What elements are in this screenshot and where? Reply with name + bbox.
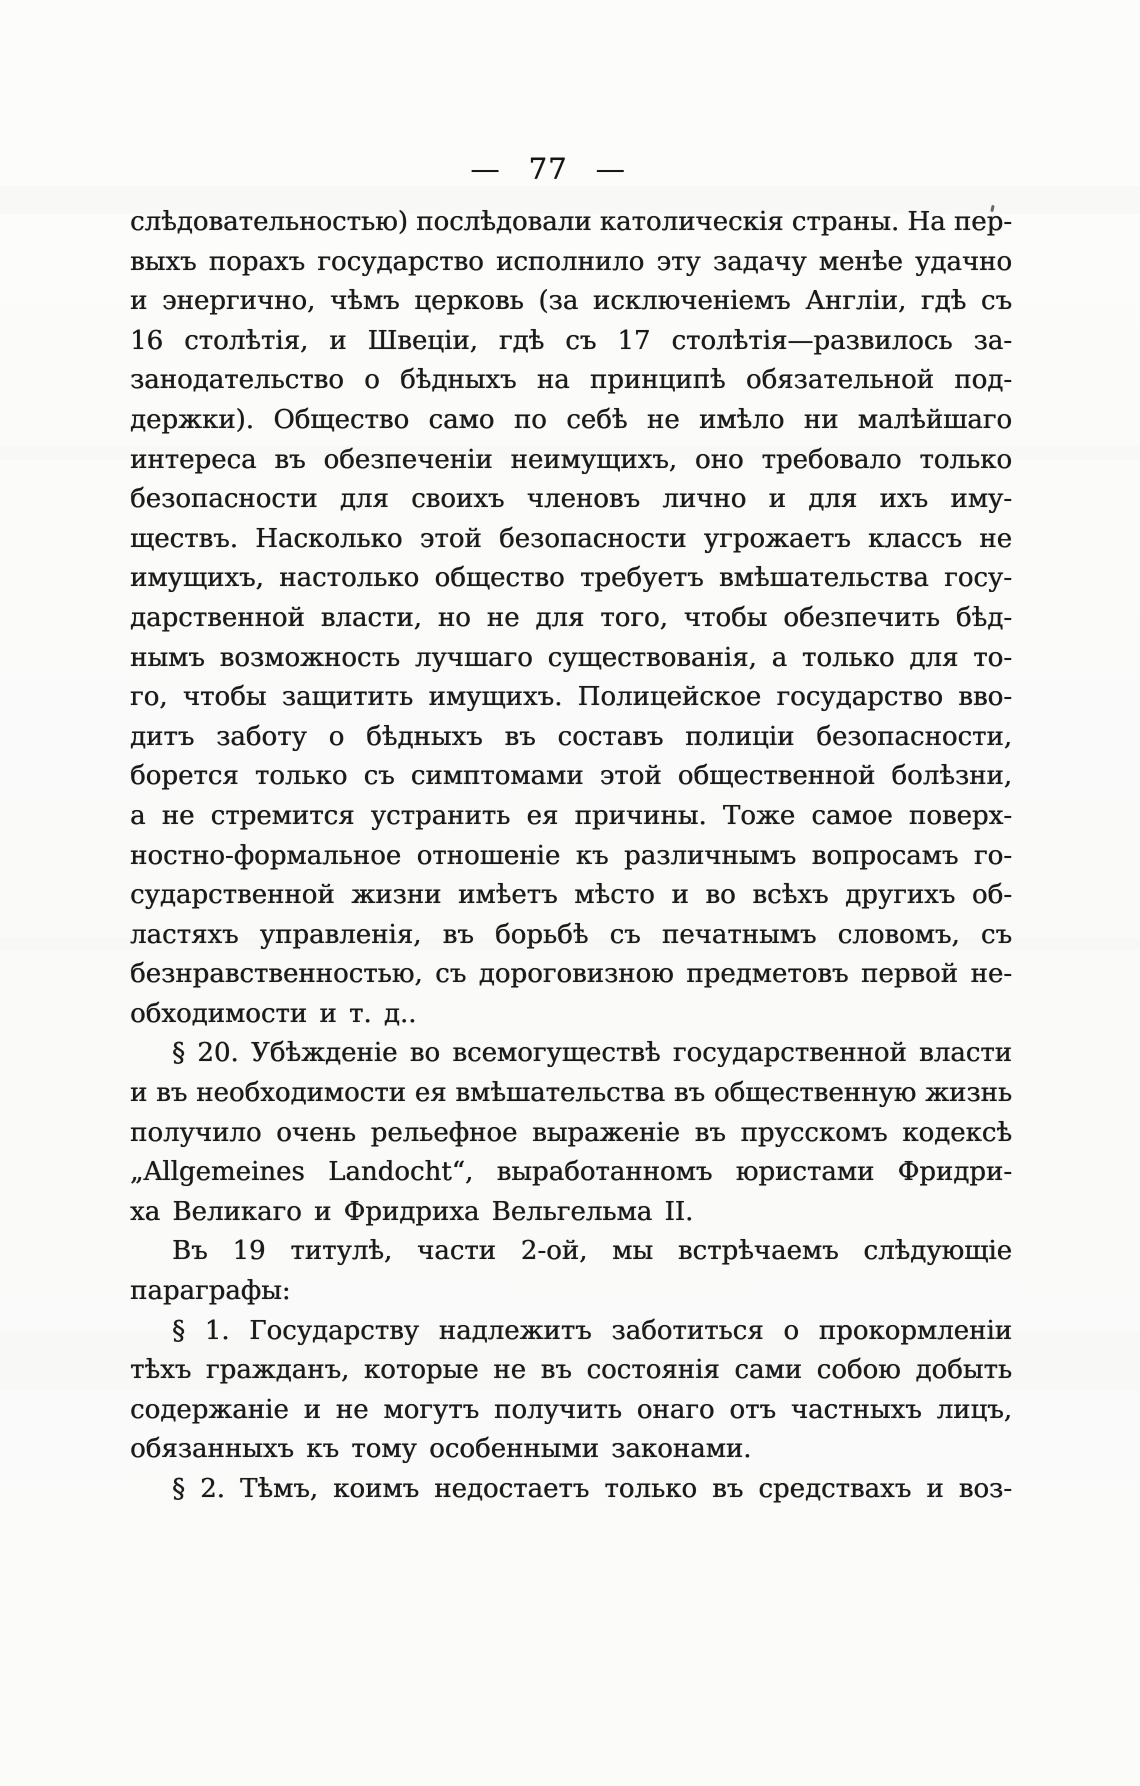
text-line: нымъ возможность лучшаго существованія, а только для то- [130, 642, 1012, 673]
text-line: ществъ. Насколько этой безопасности угрожаетъ классъ не [130, 523, 1012, 554]
text-line: имущихъ, настолько общество требуетъ вмѣшательства госу- [130, 563, 1012, 594]
text-line-paragraph-end: обязанныхъ къ тому особенными законами. [130, 1434, 752, 1465]
text-line-paragraph-end: ха Великаго и Фридриха Вельгельма II. [130, 1196, 694, 1227]
text-line: безопасности для своихъ членовъ лично и для ихъ иму- [130, 484, 1012, 515]
text-line: тѣхъ гражданъ, которые не въ состоянія сами собою добыть [130, 1355, 1012, 1386]
text-line: „Allgemeines Landocht“, выработанномъ юристами Фридри- [130, 1157, 1012, 1188]
text-line: а не стремится устранить ея причины. Тоже самое поверх- [130, 800, 1012, 831]
text-line: 16 столѣтія, и Швеціи, гдѣ съ 17 столѣтія—развилось за- [130, 325, 1012, 356]
text-line-paragraph-start: Въ 19 титулѣ, части 2-ой, мы встрѣчаемъ слѣдующіе [172, 1236, 1012, 1267]
text-line: выхъ порахъ государство исполнило эту задачу менѣе удачно [130, 246, 1012, 277]
body-text [130, 203, 1012, 1510]
text-line: дарственной власти, но не для того, чтобы обезпечить бѣд- [130, 602, 1012, 633]
text-line: слѣдовательностью) послѣдовали католическія страны. На пер- [130, 207, 1012, 237]
text-line: и энергично, чѣмъ церковь (за исключеніемъ Англіи, гдѣ съ [130, 286, 1012, 317]
text-line: борется только съ симптомами этой общественной болѣзни, [130, 761, 1012, 792]
text-line: ностно-формальное отношеніе къ различнымъ вопросамъ го- [130, 840, 1012, 871]
page-number-header: — 77 — [470, 152, 626, 186]
text-line: ластяхъ управленія, въ борьбѣ съ печатнымъ словомъ, съ [130, 919, 1012, 950]
text-line: безнравственностью, съ дороговизною предметовъ первой не- [130, 959, 1012, 990]
text-line: го, чтобы защитить имущихъ. Полицейское государство вво- [130, 682, 1012, 713]
text-line-paragraph-start: § 2. Тѣмъ, коимъ недостаетъ только въ средствахъ и воз- [172, 1474, 1012, 1504]
text-line: занодательство о бѣдныхъ на принципѣ обязательной под- [130, 365, 1012, 396]
text-line: и въ необходимости ея вмѣшательства въ общественную жизнь [130, 1078, 1012, 1109]
text-line-paragraph-end: обходимости и т. д.. [130, 998, 417, 1029]
text-line: дитъ заботу о бѣдныхъ въ составъ полиціи безопасности, [130, 721, 1012, 752]
text-line: получило очень рельефное выраженіе въ прусскомъ кодексѣ [130, 1117, 1012, 1148]
text-line-paragraph-end: параграфы: [130, 1276, 291, 1307]
text-line: содержаніе и не могутъ получить онаго отъ частныхъ лицъ, [130, 1394, 1012, 1425]
text-line: интереса въ обезпеченіи неимущихъ, оно требовало только [130, 444, 1012, 475]
text-line: сударственной жизни имѣетъ мѣсто и во всѣхъ другихъ об- [130, 880, 1012, 911]
text-line: держки). Общество само по себѣ не имѣло ни малѣйшаго [130, 404, 1012, 435]
text-line-paragraph-start: § 20. Убѣжденіе во всемогуществѣ государственной власти [172, 1038, 1012, 1069]
text-line-paragraph-start: § 1. Государству надлежитъ заботиться о прокормленіи [172, 1315, 1012, 1346]
